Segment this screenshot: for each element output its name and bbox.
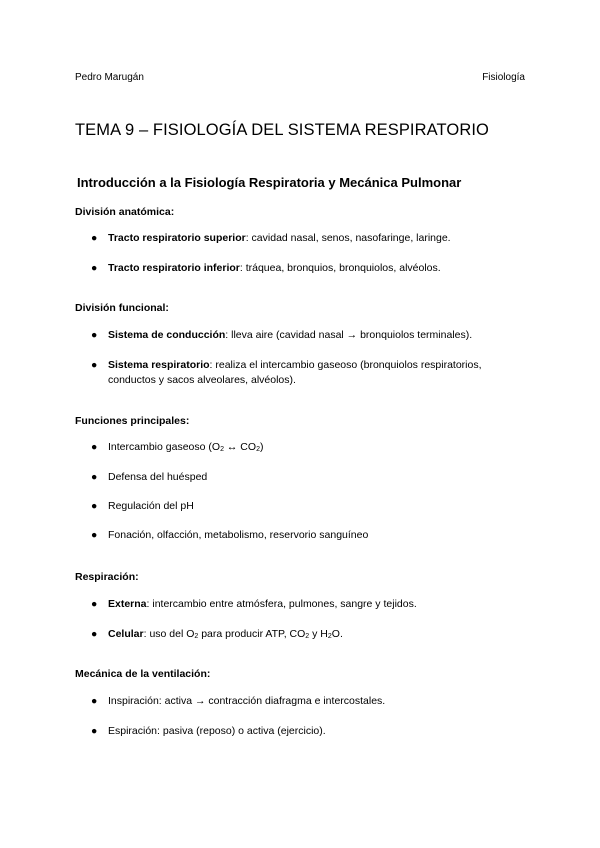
list-item: Fonación, olfacción, metabolismo, reservorio sanguíneo	[108, 529, 369, 541]
list-item-text: ↔ CO	[223, 441, 257, 453]
heading-respiracion: Respiración:	[75, 571, 139, 583]
bullet-dot: ●	[91, 441, 98, 453]
list-item: Defensa del huésped	[108, 471, 208, 483]
bullet-dot: ●	[91, 598, 98, 610]
bullet-dot: ●	[91, 359, 98, 371]
list-item	[108, 328, 518, 343]
section-title: Introducción a la Fisiología Respiratoria y Mecánica Pulmonar	[77, 175, 462, 190]
heading-division-funcional: División funcional:	[75, 302, 169, 314]
list-item-text: : realiza el intercambio gaseoso (bronquiolos respiratorios, conductos y sacos alveolares, alvéolos).	[108, 359, 482, 386]
list-item-term: Sistema respiratorio	[108, 359, 210, 371]
list-item-text: : tráquea, bronquios, bronquiolos, alvéolos.	[239, 262, 441, 274]
list-item	[108, 358, 518, 388]
bullet-dot: ●	[91, 329, 98, 341]
list-item-text: )	[259, 441, 264, 453]
list-item	[108, 597, 518, 612]
list-item-text: : uso del O	[143, 628, 195, 640]
list-item	[108, 231, 518, 246]
bullet-dot: ●	[91, 232, 98, 244]
list-item: Espiración: pasiva (reposo) o activa (ejercicio).	[108, 725, 326, 737]
header-author: Pedro Marugán	[75, 72, 144, 83]
bullet-dot: ●	[91, 628, 98, 640]
bullet-dot: ●	[91, 262, 98, 274]
list-item-text: para producir ATP, CO	[198, 628, 306, 640]
list-item	[108, 440, 518, 455]
list-item	[108, 627, 518, 642]
list-item-term: Celular	[108, 628, 144, 640]
bullet-dot: ●	[91, 725, 98, 737]
subscript: 2	[220, 446, 224, 453]
list-item-term: Sistema de conducción	[108, 329, 226, 341]
subscript: 2	[256, 446, 260, 453]
bullet-dot: ●	[91, 529, 98, 541]
list-item-term: Tracto respiratorio superior	[108, 232, 246, 244]
subscript: 2	[194, 633, 199, 640]
list-item: Regulación del pH	[108, 500, 194, 512]
bullet-dot: ●	[91, 695, 98, 707]
list-item-text: y H	[309, 628, 328, 640]
heading-division-anatomica: División anatómica:	[75, 206, 175, 218]
bullet-dot: ●	[91, 500, 98, 512]
list-item-term: Tracto respiratorio inferior	[108, 262, 240, 274]
heading-funciones: Funciones principales:	[75, 415, 190, 427]
heading-mecanica: Mecánica de la ventilación:	[75, 668, 211, 680]
list-item-text: O.	[331, 628, 343, 640]
list-item	[108, 261, 518, 276]
list-item-text: : lleva aire (cavidad nasal → bronquiolos terminales).	[225, 329, 473, 341]
list-item-term: Externa	[108, 598, 147, 610]
header-subject: Fisiología	[482, 72, 525, 83]
list-item-text: : intercambio entre atmósfera, pulmones, sangre y tejidos.	[146, 598, 417, 610]
document-title: TEMA 9 – FISIOLOGÍA DEL SISTEMA RESPIRATORIO	[75, 121, 489, 139]
list-item: Inspiración: activa → contracción diafragma e intercostales.	[108, 695, 386, 707]
subscript: 2	[305, 633, 310, 640]
list-item-text: Intercambio gaseoso (O	[108, 441, 221, 453]
subscript: 2	[327, 633, 332, 640]
list-item-text: : cavidad nasal, senos, nasofaringe, laringe.	[245, 232, 451, 244]
bullet-dot: ●	[91, 471, 98, 483]
